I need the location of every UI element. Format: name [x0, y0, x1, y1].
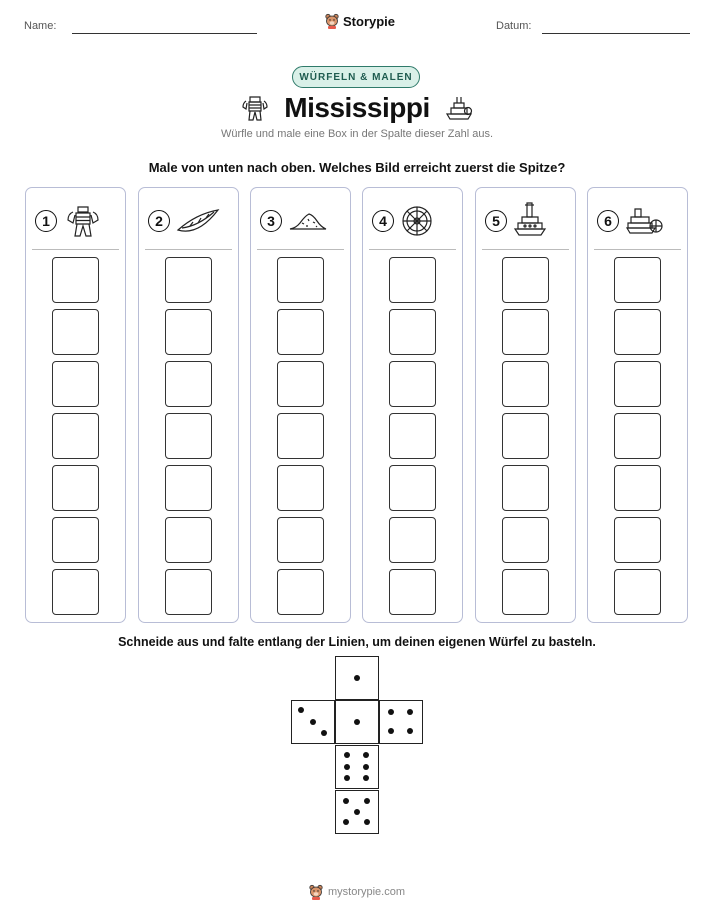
column-divider	[145, 249, 232, 250]
column-number: 1	[35, 210, 57, 232]
color-box[interactable]	[52, 413, 99, 459]
color-box[interactable]	[52, 361, 99, 407]
brand-logo	[325, 13, 395, 29]
color-box[interactable]	[165, 257, 212, 303]
dice-pip	[364, 819, 370, 825]
dice-pip	[354, 809, 360, 815]
brand-name: Storypie	[343, 13, 396, 29]
color-box[interactable]	[277, 465, 324, 511]
dice-pip	[364, 798, 370, 804]
color-box[interactable]	[277, 361, 324, 407]
color-box[interactable]	[614, 569, 661, 615]
color-box[interactable]	[52, 517, 99, 563]
dice-face	[335, 656, 379, 700]
title-row	[0, 92, 714, 124]
color-box[interactable]	[502, 569, 549, 615]
color-box[interactable]	[165, 309, 212, 355]
color-box[interactable]	[502, 517, 549, 563]
color-box[interactable]	[277, 257, 324, 303]
color-box[interactable]	[614, 465, 661, 511]
color-box[interactable]	[165, 465, 212, 511]
color-box[interactable]	[614, 517, 661, 563]
color-box[interactable]	[614, 361, 661, 407]
column-number: 4	[372, 210, 394, 232]
column-divider	[32, 249, 119, 250]
dice-pip	[354, 719, 360, 725]
footer	[0, 884, 714, 900]
bear-icon	[309, 884, 323, 900]
date-line[interactable]	[542, 33, 690, 34]
dice-pip	[298, 707, 304, 713]
dice-pip	[343, 819, 349, 825]
column-number: 6	[597, 210, 619, 232]
color-box[interactable]	[165, 569, 212, 615]
column-3	[250, 187, 351, 623]
dice-pip	[388, 728, 394, 734]
dice-face	[335, 790, 379, 834]
page-title: Mississippi	[284, 92, 430, 123]
column-header	[35, 204, 119, 238]
steamboat-icon	[513, 201, 547, 241]
color-box[interactable]	[502, 361, 549, 407]
paddle-steamer-icon	[625, 205, 665, 237]
dice-pip	[344, 752, 350, 758]
dice-pip	[321, 730, 327, 736]
color-box[interactable]	[165, 361, 212, 407]
dice-face	[379, 700, 423, 744]
name-label: Name:	[24, 20, 57, 32]
column-number: 5	[485, 210, 507, 232]
color-box[interactable]	[389, 309, 436, 355]
color-box[interactable]	[502, 465, 549, 511]
dice-face	[335, 745, 379, 789]
color-box[interactable]	[165, 517, 212, 563]
dice-pip	[363, 775, 369, 781]
color-box[interactable]	[52, 309, 99, 355]
column-header	[260, 204, 344, 238]
dice-pip	[344, 764, 350, 770]
bear-icon	[325, 13, 339, 29]
dice-pip	[354, 675, 360, 681]
color-box[interactable]	[614, 257, 661, 303]
canoe-icon	[176, 206, 220, 236]
column-5	[475, 187, 576, 623]
column-number: 2	[148, 210, 170, 232]
column-header	[372, 204, 456, 238]
color-box[interactable]	[614, 309, 661, 355]
column-2	[138, 187, 239, 623]
color-box[interactable]	[614, 413, 661, 459]
color-box[interactable]	[502, 257, 549, 303]
paddle-wheel-icon	[400, 204, 434, 238]
armor-icon	[240, 94, 270, 122]
column-divider	[594, 249, 681, 250]
column-divider	[257, 249, 344, 250]
page-subtitle: Würfle und male eine Box in der Spalte dieser Zahl aus.	[220, 128, 494, 140]
color-box[interactable]	[389, 257, 436, 303]
dice-face	[335, 700, 379, 744]
dice-face	[291, 700, 335, 744]
color-box[interactable]	[277, 413, 324, 459]
column-divider	[369, 249, 456, 250]
column-1	[25, 187, 126, 623]
color-box[interactable]	[389, 465, 436, 511]
color-box[interactable]	[52, 569, 99, 615]
column-6	[587, 187, 688, 623]
column-header	[485, 204, 569, 238]
dice-pip	[407, 728, 413, 734]
color-box[interactable]	[165, 413, 212, 459]
steamboat-icon	[444, 94, 474, 122]
date-label: Datum:	[496, 20, 532, 32]
column-divider	[482, 249, 569, 250]
dice-pip	[363, 764, 369, 770]
cut-instruction: Schneide aus und falte entlang der Linien, um deinen eigenen Würfel zu basteln.	[118, 635, 596, 649]
color-box[interactable]	[277, 569, 324, 615]
dice-pip	[343, 798, 349, 804]
footer-url: mystorypie.com	[327, 886, 406, 898]
instruction: Male von unten nach oben. Welches Bild erreicht zuerst die Spitze?	[148, 160, 566, 175]
dice-pip	[363, 752, 369, 758]
armor-icon	[63, 204, 103, 238]
color-box[interactable]	[502, 413, 549, 459]
color-box[interactable]	[52, 465, 99, 511]
color-box[interactable]	[502, 309, 549, 355]
color-box[interactable]	[389, 517, 436, 563]
column-number: 3	[260, 210, 282, 232]
column-header	[597, 204, 681, 238]
color-box[interactable]	[277, 517, 324, 563]
color-box[interactable]	[389, 413, 436, 459]
dice-pip	[310, 719, 316, 725]
color-box[interactable]	[389, 569, 436, 615]
column-header	[148, 204, 232, 238]
dice-pip	[388, 709, 394, 715]
category-badge: WÜRFELN & MALEN	[292, 66, 420, 88]
column-4	[362, 187, 463, 623]
dice-pip	[407, 709, 413, 715]
sand-mound-icon	[288, 209, 328, 233]
color-box[interactable]	[52, 257, 99, 303]
name-line[interactable]	[72, 33, 257, 34]
dice-pip	[344, 775, 350, 781]
color-box[interactable]	[389, 361, 436, 407]
color-box[interactable]	[277, 309, 324, 355]
